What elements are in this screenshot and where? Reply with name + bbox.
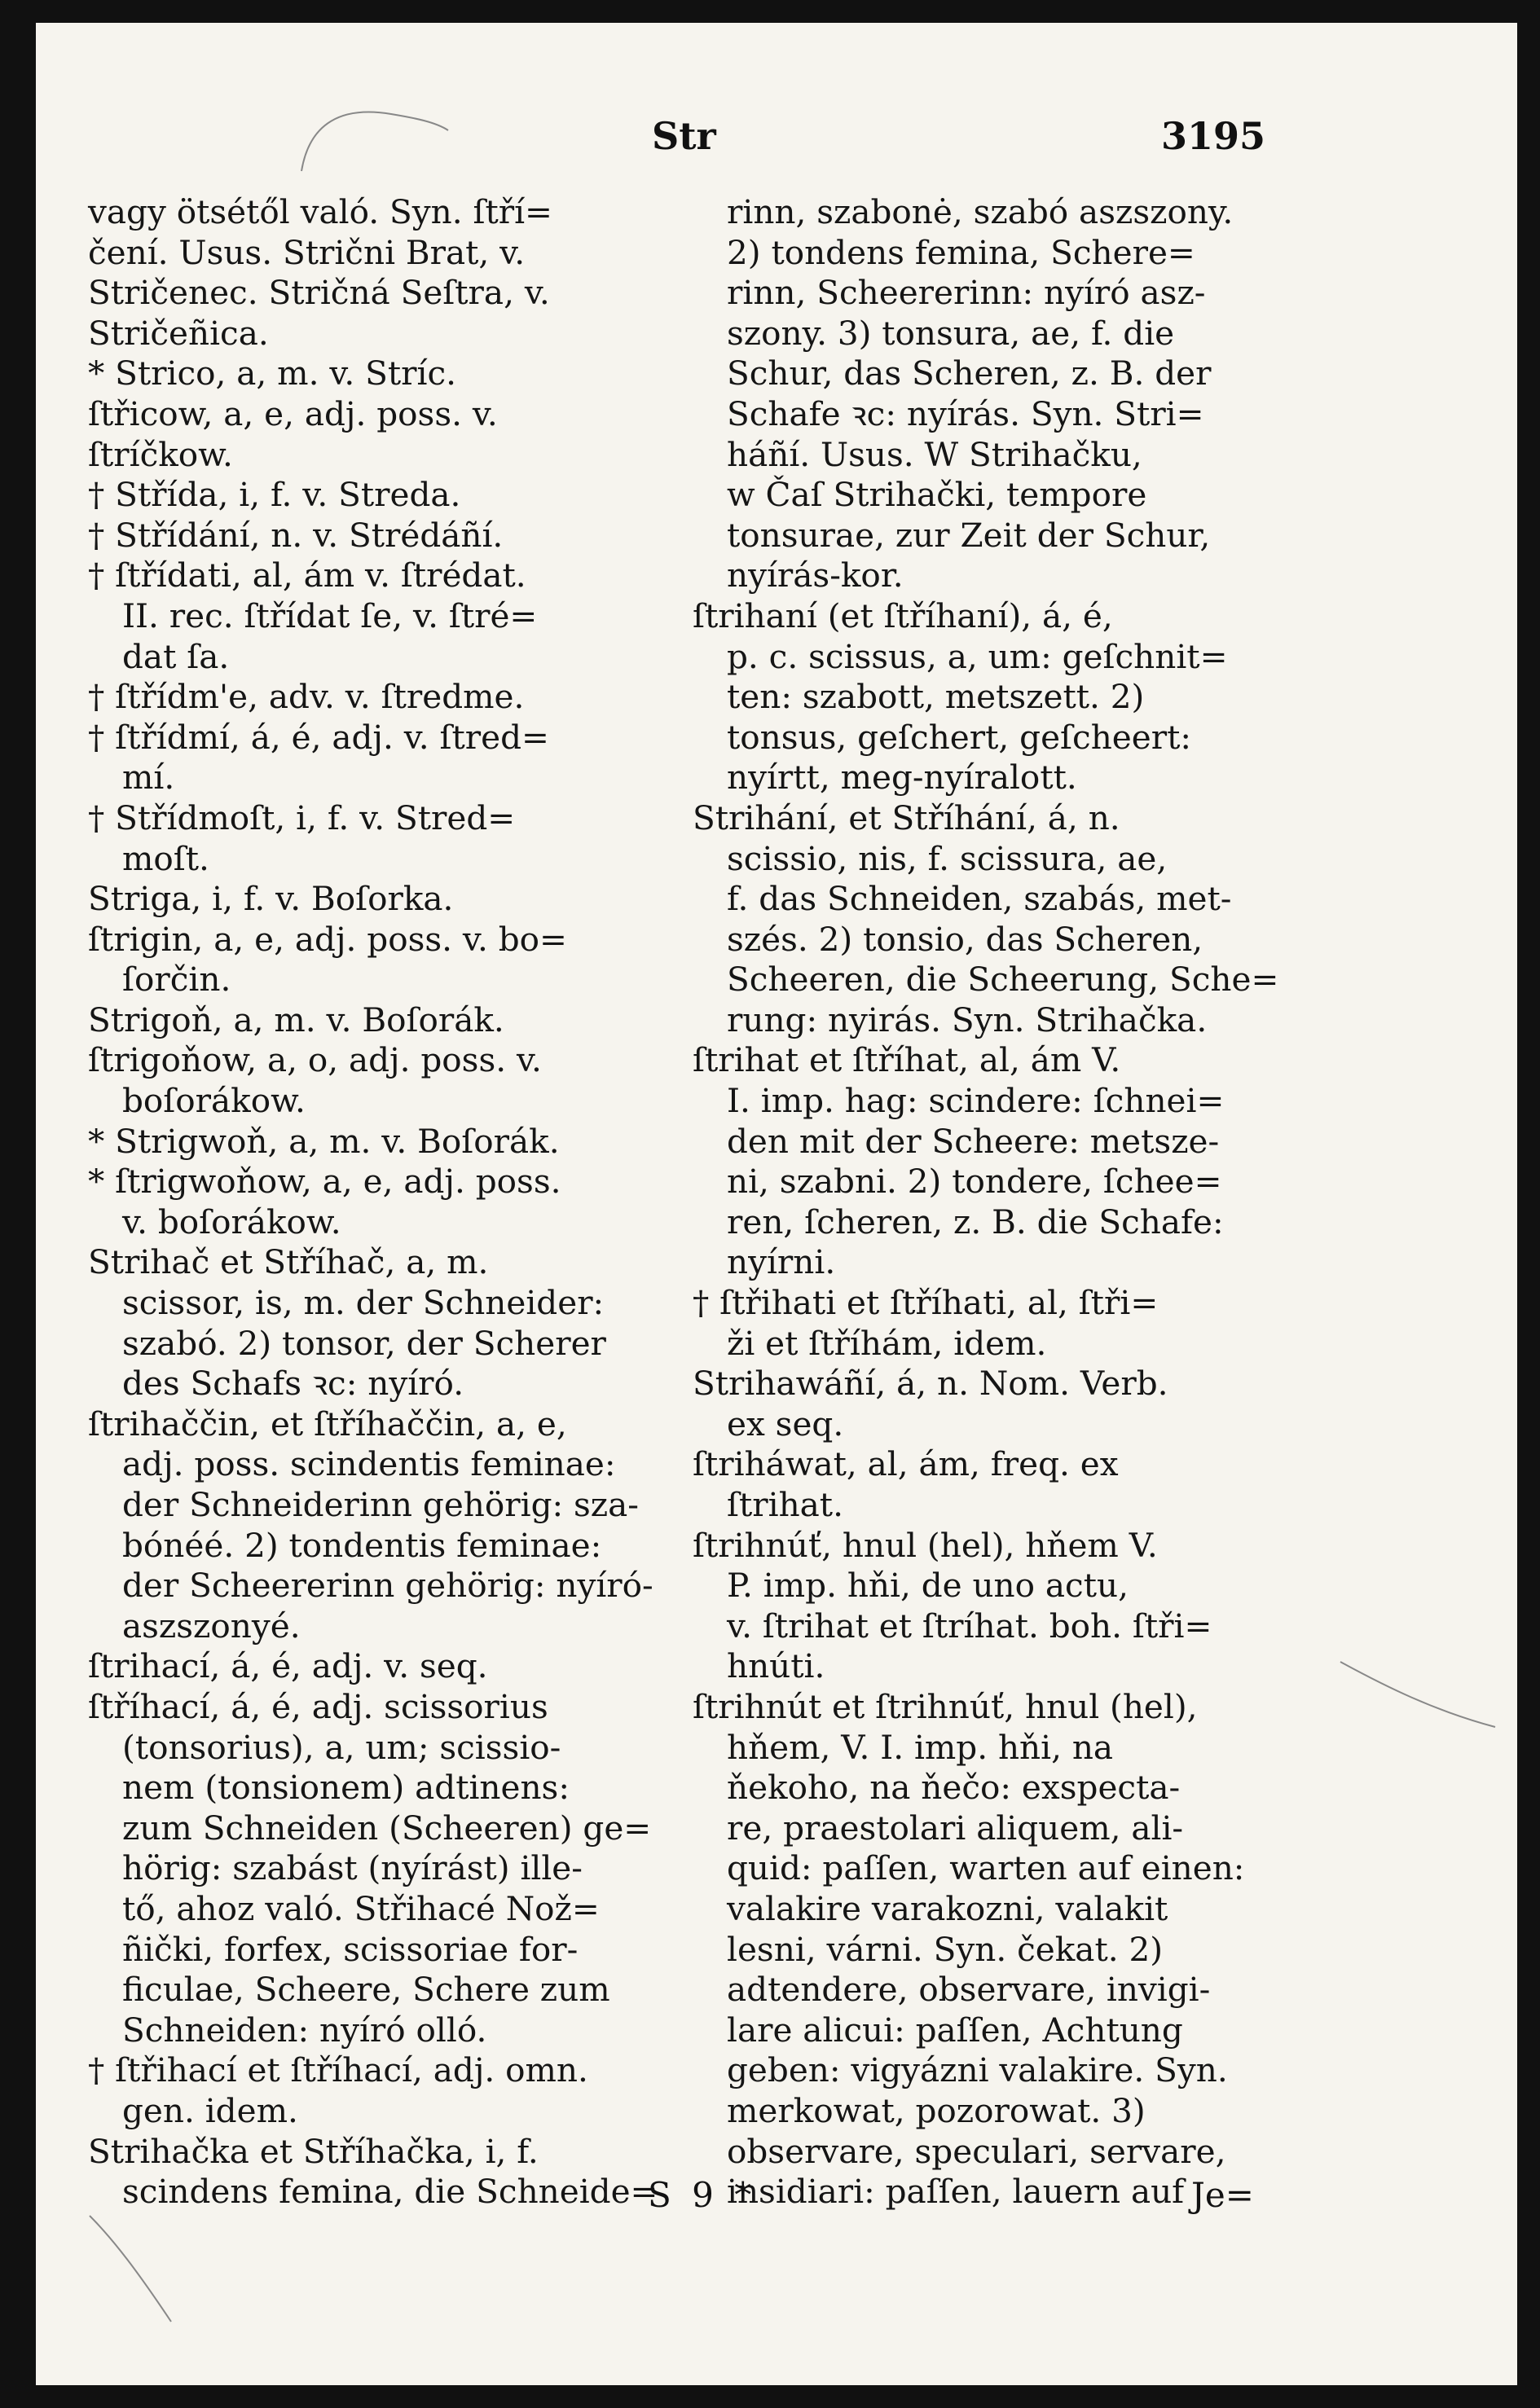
dictionary-line: ex seq. <box>727 1404 844 1443</box>
dictionary-line: ſtrihací, á, é, adj. v. seq. <box>88 1646 488 1686</box>
dictionary-line: szony. 3) tonsura, ae, f. die <box>727 313 1175 353</box>
dictionary-line: I. imp. hag: scindere: ſchnei= <box>727 1081 1225 1121</box>
left-column <box>88 192 675 2212</box>
dictionary-line: adtendere, observare, invigi- <box>727 1970 1211 2010</box>
dictionary-line: ſtrigoňow, a, o, adj. poss. v. <box>88 1040 542 1080</box>
dictionary-line: rinn, szabonė, szabó aszszony. <box>727 192 1234 231</box>
pencil-mark-bottom <box>81 2208 179 2338</box>
dictionary-line: observare, speculari, servare, <box>727 2131 1226 2171</box>
dictionary-line: ñički, forfex, scissoriae for- <box>122 1929 579 1969</box>
dictionary-line: der Scheererinn gehörig: nyíró- <box>122 1566 653 1606</box>
dictionary-line: Schur, das Scheren, z. B. der <box>727 354 1212 393</box>
dictionary-line: rung: nyirás. Syn. Strihačka. <box>727 1000 1208 1039</box>
dictionary-line: bónéé. 2) tondentis feminae: <box>122 1525 602 1565</box>
dictionary-line: ſtrihnúť, hnul (hel), hňem V. <box>693 1525 1158 1565</box>
dictionary-line: den mit der Scheere: metsze- <box>727 1121 1220 1161</box>
dictionary-line: tonsurae, zur Zeit der Schur, <box>727 515 1211 555</box>
dictionary-line: des Schafs ꝛc: nyíró. <box>122 1364 464 1404</box>
dictionary-line: geben: vigyázni valakire. Syn. <box>727 2050 1228 2090</box>
dictionary-line: ficulae, Scheere, Schere zum <box>122 1970 610 2010</box>
running-head: Str <box>652 114 716 158</box>
dictionary-line: rinn, Scheererinn: nyíró asz- <box>727 273 1206 313</box>
dictionary-line: v. ſtrihat et ſtríhat. boh. ſtři= <box>727 1606 1212 1646</box>
dictionary-line: Scheeren, die Scheerung, Sche= <box>727 960 1279 1000</box>
dictionary-line: hnúti. <box>727 1646 825 1686</box>
dictionary-line: ži et ſtříhám, idem. <box>727 1323 1047 1363</box>
dictionary-line: Strihawáñí, á, n. Nom. Verb. <box>693 1364 1168 1404</box>
dictionary-line: tonsus, geſchert, geſcheert: <box>727 717 1192 757</box>
dictionary-line: * ſtrigwoňow, a, e, adj. poss. <box>88 1162 561 1202</box>
dictionary-line: scindens femina, die Schneide= <box>122 2172 658 2212</box>
dictionary-line: ſtrihat et ſtříhat, al, ám V. <box>693 1040 1121 1080</box>
dictionary-line: Strihání, et Stříhání, á, n. <box>693 798 1120 837</box>
dictionary-line: ni, szabni. 2) tondere, ſchee= <box>727 1162 1222 1202</box>
dictionary-line: ſtrigin, a, e, adj. poss. v. bo= <box>88 919 567 959</box>
dictionary-line: quid: paſſen, warten auf einen: <box>727 1848 1245 1888</box>
dictionary-line: * Strico, a, m. v. Stríc. <box>88 354 457 393</box>
dictionary-line: ten: szabott, metszett. 2) <box>727 677 1145 717</box>
dictionary-line: nyírni. <box>727 1242 836 1282</box>
dictionary-line: scissio, nis, f. scissura, ae, <box>727 838 1168 878</box>
dictionary-line: gen. idem. <box>122 2090 298 2130</box>
right-column <box>693 192 1291 2212</box>
dictionary-line: lesni, várni. Syn. čekat. 2) <box>727 1929 1164 1969</box>
dictionary-line: † Střídmoſt, i, f. v. Stred= <box>88 798 516 837</box>
dictionary-line: ſtříhací, á, é, adj. scissorius <box>88 1686 548 1726</box>
dictionary-line: hörig: szabást (nyírást) ille- <box>122 1848 583 1888</box>
dictionary-line: w Čaſ Strihački, tempore <box>727 475 1147 515</box>
dictionary-line: insidiari: paſſen, lauern auf <box>727 2172 1185 2212</box>
dictionary-line: † Střídání, n. v. Strédáñí. <box>88 515 504 555</box>
dictionary-line: f. das Schneiden, szabás, met- <box>727 879 1232 919</box>
dictionary-line: Strihačka et Stříhačka, i, f. <box>88 2131 539 2171</box>
dictionary-line: dat ſa. <box>122 636 230 676</box>
dictionary-line: p. c. scissus, a, um: geſchnit= <box>727 636 1228 676</box>
dictionary-line: ſorčin. <box>122 960 231 1000</box>
dictionary-line: aszszonyé. <box>122 1606 301 1646</box>
dictionary-line: 2) tondens femina, Schere= <box>727 232 1195 272</box>
dictionary-line: ſtrihaččin, et ſtříhaččin, a, e, <box>88 1404 567 1443</box>
dictionary-line: ňekoho, na ňečo: exspecta- <box>727 1768 1181 1808</box>
dictionary-line: ſtřicow, a, e, adj. poss. v. <box>88 393 498 433</box>
dictionary-line: Striga, i, f. v. Boſorka. <box>88 879 454 919</box>
page-number: 3195 <box>1161 114 1266 158</box>
page-gutter <box>24 23 36 2385</box>
dictionary-line: * Strigwoň, a, m. v. Boſorák. <box>88 1121 560 1161</box>
dictionary-line: Strigoň, a, m. v. Boſorák. <box>88 1000 504 1039</box>
dictionary-line: adj. poss. scindentis feminae: <box>122 1444 616 1484</box>
dictionary-line: P. imp. hňi, de uno actu, <box>727 1566 1129 1606</box>
dictionary-line: vagy ötsétől való. Syn. ſtří= <box>88 192 552 231</box>
dictionary-line: v. boſorákow. <box>122 1202 341 1241</box>
dictionary-line: tő, ahoz való. Střihacé Nož= <box>122 1888 600 1928</box>
dictionary-line: ſtrihaní (et ſtříhaní), á, é, <box>693 595 1113 635</box>
dictionary-line: merkowat, pozorowat. 3) <box>727 2090 1146 2130</box>
dictionary-line: † ſtřídm'e, adv. v. ſtredme. <box>88 677 525 717</box>
dictionary-line: re, praestolari aliquem, ali- <box>727 1808 1184 1848</box>
catchword: Je= <box>1191 2175 1254 2215</box>
dictionary-line: nyírtt, meg-nyíralott. <box>727 758 1077 798</box>
pencil-mark-right <box>1336 1654 1499 1735</box>
dictionary-line: valakire varakozni, valakit <box>727 1888 1168 1928</box>
dictionary-line: lare alicui: paſſen, Achtung <box>727 2010 1183 2050</box>
dictionary-line: nyírás-kor. <box>727 556 904 595</box>
dictionary-line: Strihač et Stříhač, a, m. <box>88 1242 489 1282</box>
dictionary-line: ſtríčkow. <box>88 434 233 474</box>
dictionary-line: II. rec. ſtřídat ſe, v. ſtré= <box>122 595 538 635</box>
dictionary-line: † ſtřídmí, á, é, adj. v. ſtred= <box>88 717 549 757</box>
dictionary-line: szabó. 2) tonsor, der Scherer <box>122 1323 606 1363</box>
dictionary-line: szés. 2) tonsio, das Scheren, <box>727 919 1203 959</box>
dictionary-line: Schafe ꝛc: nyírás. Syn. Stri= <box>727 393 1204 433</box>
dictionary-line: Stričenec. Stričná Seſtra, v. <box>88 273 550 313</box>
dictionary-line: háñí. Usus. W Strihačku, <box>727 434 1142 474</box>
dictionary-line: moſt. <box>122 838 209 878</box>
page-header <box>0 99 1540 165</box>
dictionary-line: ſtrihnút et ſtrihnúť, hnul (hel), <box>693 1686 1198 1726</box>
dictionary-line: nem (tonsionem) adtinens: <box>122 1768 570 1808</box>
dictionary-line: mí. <box>122 758 175 798</box>
dictionary-line: boſorákow. <box>122 1081 306 1121</box>
dictionary-line: scissor, is, m. der Schneider: <box>122 1283 605 1323</box>
dictionary-line: ſtrihat. <box>727 1485 843 1524</box>
dictionary-line: † ſtřihací et ſtříhací, adj. omn. <box>88 2050 588 2090</box>
signature-mark: S 9 * <box>648 2175 757 2215</box>
dictionary-line: hňem, V. I. imp. hňi, na <box>727 1727 1114 1767</box>
dictionary-line: (tonsorius), a, um; scissio- <box>122 1727 561 1767</box>
dictionary-line: † ſtřihati et ſtříhati, al, ſtři= <box>693 1283 1159 1323</box>
dictionary-line: † Střída, i, f. v. Streda. <box>88 475 461 515</box>
dictionary-line: † ſtřídati, al, ám v. ſtrédat. <box>88 556 526 595</box>
dictionary-line: Stričeñica. <box>88 313 269 353</box>
dictionary-line: der Schneiderinn gehörig: sza- <box>122 1485 639 1524</box>
dictionary-line: čení. Usus. Strični Brat, v. <box>88 232 526 272</box>
dictionary-line: zum Schneiden (Scheeren) ge= <box>122 1808 652 1848</box>
dictionary-line: Schneiden: nyíró olló. <box>122 2010 487 2050</box>
dictionary-line: ren, ſcheren, z. B. die Schafe: <box>727 1202 1224 1241</box>
dictionary-line: ſtriháwat, al, ám, freq. ex <box>693 1444 1119 1484</box>
